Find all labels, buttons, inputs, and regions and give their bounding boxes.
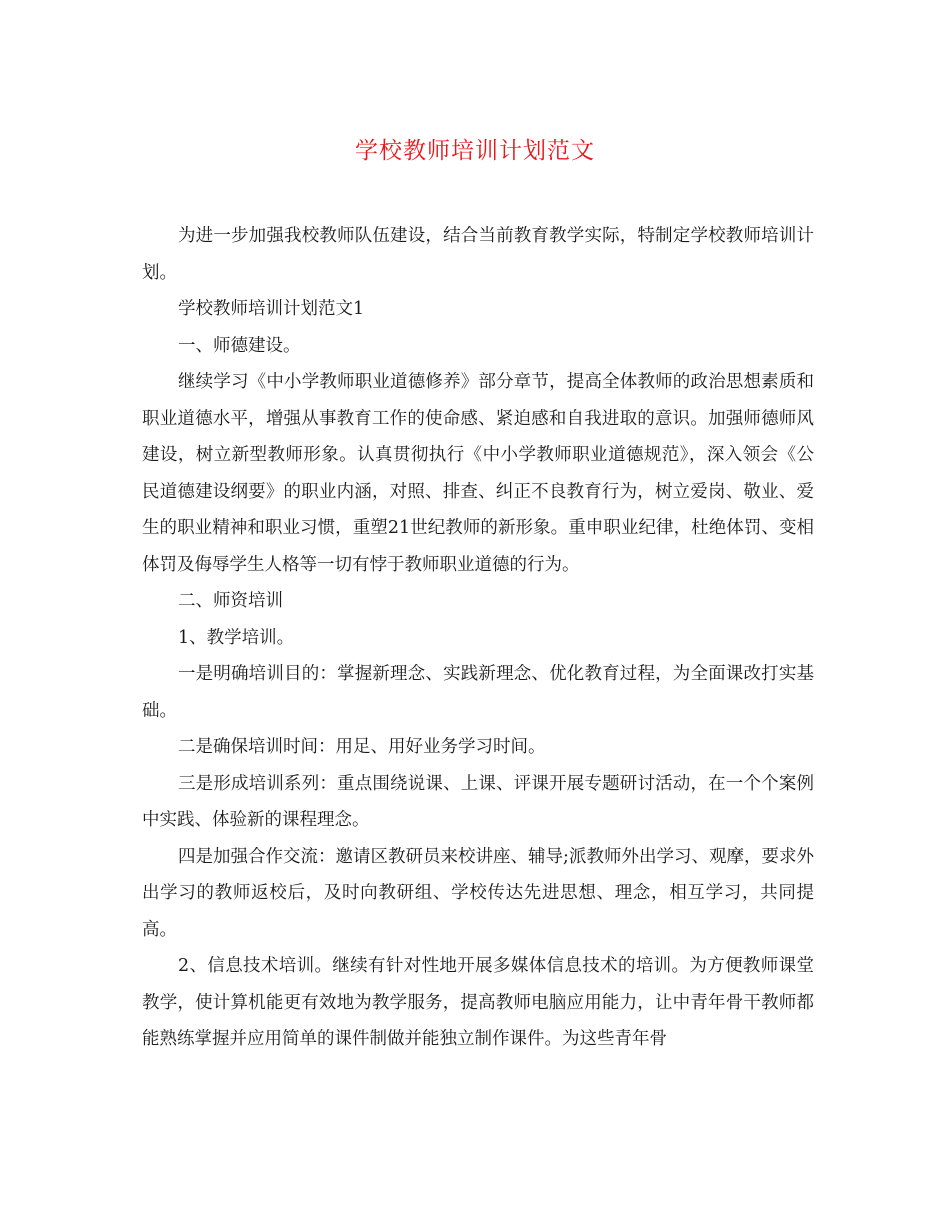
paragraph-point-two: 二是确保培训时间：用足、用好业务学习时间。 — [178, 737, 546, 757]
paragraph-ethics-body: 继续学习《中小学教师职业道德修养》部分章节，提高全体教师的政治思想素质和职业道德水平，增强从事教育工作的使命感、紧迫感和自我进取的意识。加强师德师风建设，树立新型教师形象。认真贯彻执行《中小学教师职业道德规范》，深入领会《公民道德建设纲要》的职业内涵，对照、排查、纠正不良教育行为，树立爱岗、敬业、爱生的职业精神和职业习惯，重塑21世纪教师的新形象。重申职业纪律，杜绝体罚、变相体罚及侮辱学生人格等一切有悖于教师职业道德的行为。 — [142, 372, 814, 575]
paragraph-heading-plan-1: 学校教师培训计划范文1 — [178, 299, 365, 319]
paragraph-section-training: 二、师资培训 — [178, 591, 283, 611]
document-body — [142, 218, 814, 1058]
paragraph-section-ethics: 一、师德建设。 — [178, 335, 301, 356]
paragraph-it-training: 2、信息技术培训。继续有针对性地开展多媒体信息技术的培训。为方便教师课堂教学，使计算机能更有效地为教学服务，提高教师电脑应用能力，让中青年骨干教师都能熟练掌握并应用简单的课件制做并能独立制作课件。为这些青年骨 — [142, 956, 814, 1049]
paragraph-point-three: 三是形成培训系列：重点围绕说课、上课、评课开展专题研讨活动，在一个个案例中实践、体验新的课程理念。 — [142, 773, 814, 830]
paragraph-teaching-training: 1、教学培训。 — [178, 627, 295, 648]
paragraph-point-one: 一是明确培训目的：掌握新理念、实践新理念、优化教育过程，为全面课改打实基础。 — [142, 664, 814, 721]
document-title: 学校教师培训计划范文 — [355, 138, 595, 164]
paragraph-intro: 为进一步加强我校教师队伍建设，结合当前教育教学实际，特制定学校教师培训计划。 — [142, 226, 814, 283]
paragraph-point-four: 四是加强合作交流：邀请区教研员来校讲座、辅导;派教师外出学习、观摩，要求外出学习的教师返校后，及时向教研组、学校传达先进思想、理念，相互学习，共同提高。 — [142, 846, 814, 940]
